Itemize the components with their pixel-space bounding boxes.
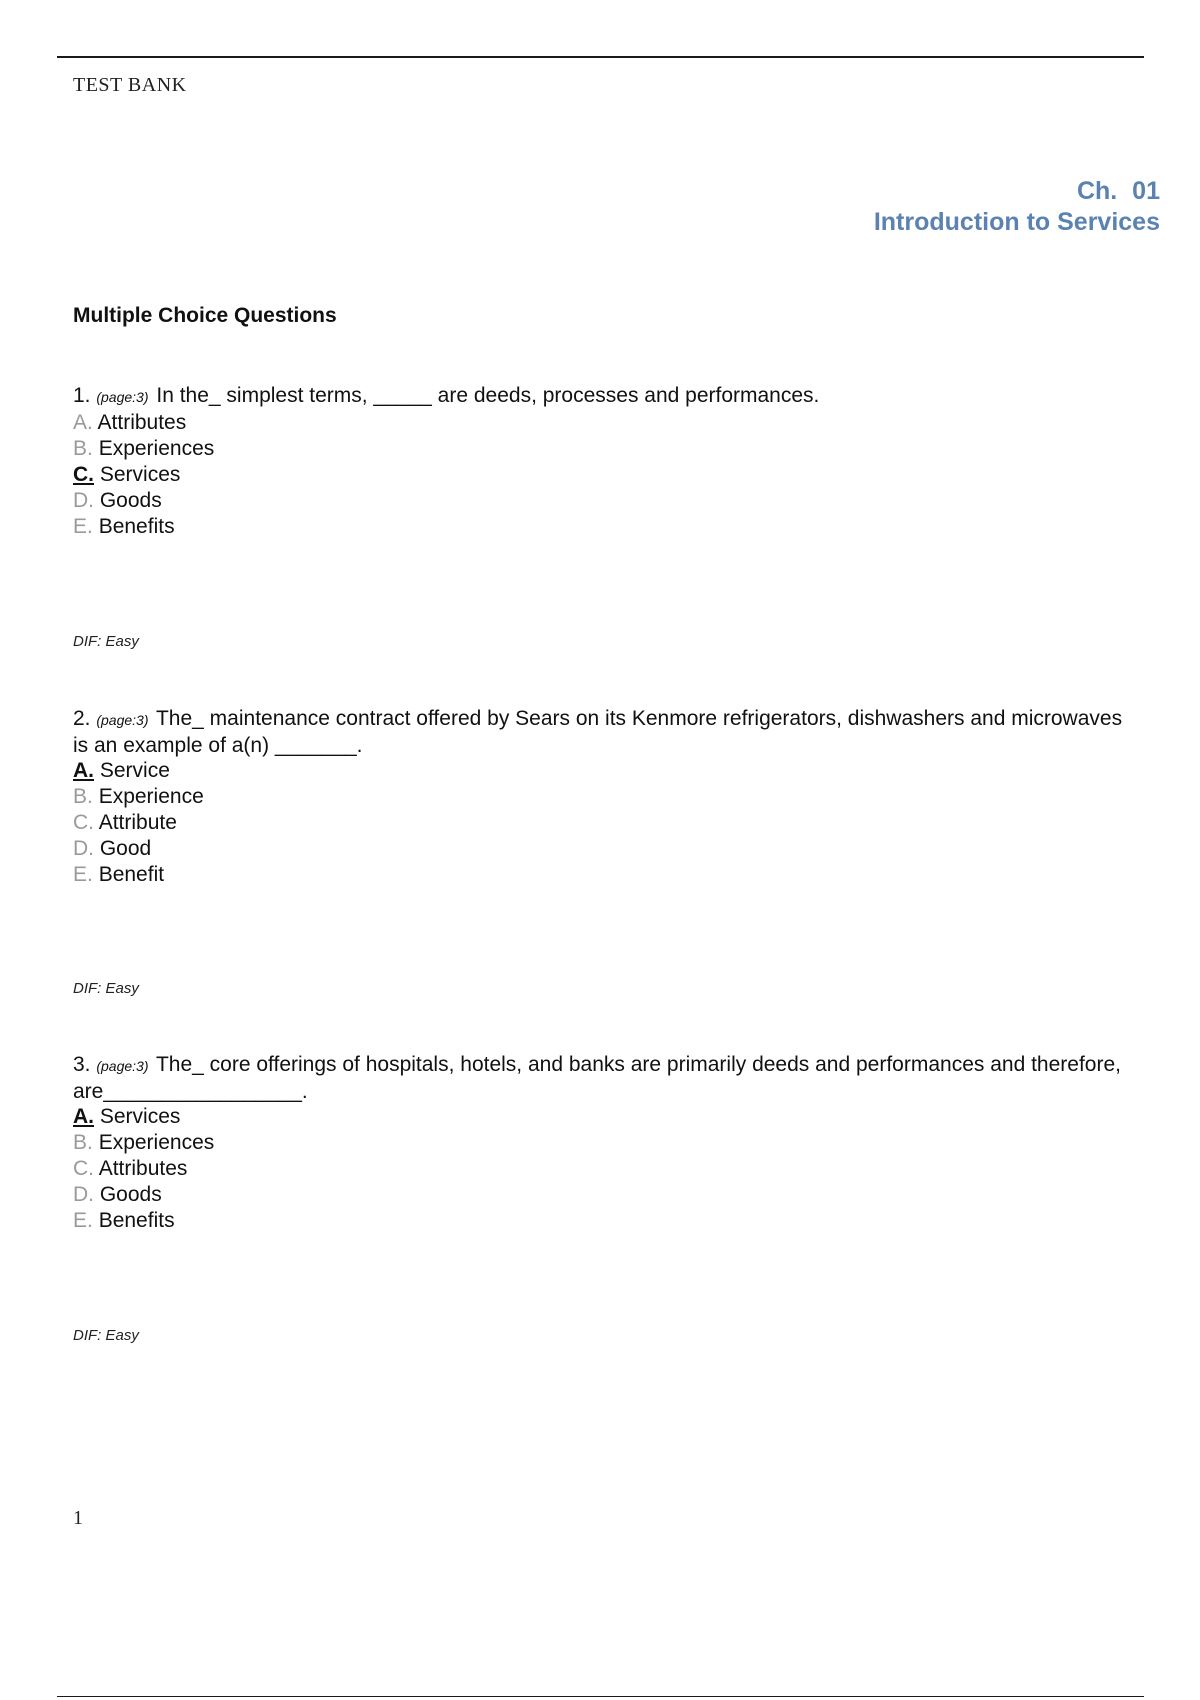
question-text: The_ maintenance contract offered by Sears on its Kenmore refrigerators, dishwashers and microwaves is an example of a(n) _______. [73, 707, 1123, 757]
option-c [73, 1156, 1133, 1182]
option-b [73, 784, 1133, 810]
option-text: Benefits [98, 515, 175, 538]
difficulty-label: DIF: Easy [73, 1327, 139, 1344]
option-e [73, 862, 1133, 888]
option-text: Goods [99, 1183, 162, 1206]
option-d [73, 488, 1133, 514]
question-2 [73, 706, 1133, 888]
question-stem [73, 1052, 1133, 1104]
option-text: Attributes [97, 411, 187, 434]
question-text: The_ core offerings of hospitals, hotels, and banks are primarily deeds and performances and therefore, are_________________. [73, 1053, 1121, 1103]
chapter-number: Ch. 01 [1076, 177, 1160, 205]
question-3 [73, 1052, 1133, 1234]
option-text: Good [99, 837, 152, 860]
option-letter: A. [73, 411, 93, 434]
chapter-title: Introduction to Services [873, 208, 1160, 236]
section-title: Multiple Choice Questions [73, 304, 337, 327]
option-text: Experience [98, 785, 204, 808]
option-letter: B. [73, 437, 93, 460]
option-letter: B. [73, 785, 93, 808]
question-stem [73, 383, 1133, 410]
difficulty-label: DIF: Easy [73, 980, 139, 997]
option-text: Experiences [98, 437, 215, 460]
option-text: Benefits [98, 1209, 175, 1232]
header-rule [57, 56, 1144, 58]
question-number: 1. [73, 384, 91, 407]
option-letter: A. [73, 1105, 94, 1128]
option-c [73, 462, 1133, 488]
option-letter: A. [73, 759, 94, 782]
option-b [73, 1130, 1133, 1156]
option-e [73, 514, 1133, 540]
header-label: TEST BANK [73, 74, 187, 96]
option-text: Attribute [98, 811, 177, 834]
option-text: Services [99, 1105, 181, 1128]
option-letter: C. [73, 811, 94, 834]
question-stem [73, 706, 1133, 758]
option-b [73, 436, 1133, 462]
option-letter: E. [73, 515, 93, 538]
page-number: 1 [73, 1507, 83, 1529]
option-letter: C. [73, 463, 94, 486]
option-text: Service [99, 759, 170, 782]
answer-options [73, 1104, 1133, 1234]
option-a [73, 1104, 1133, 1130]
option-letter: D. [73, 1183, 94, 1206]
difficulty-label: DIF: Easy [73, 633, 139, 650]
option-a [73, 758, 1133, 784]
option-text: Benefit [98, 863, 165, 886]
question-number: 3. [73, 1053, 91, 1076]
footer-rule [57, 1696, 1144, 1697]
question-1 [73, 383, 1133, 540]
option-letter: D. [73, 489, 94, 512]
option-letter: E. [73, 1209, 93, 1232]
option-letter: B. [73, 1131, 93, 1154]
option-a [73, 410, 1133, 436]
option-letter: D. [73, 837, 94, 860]
answer-options [73, 410, 1133, 540]
option-letter: E. [73, 863, 93, 886]
chapter-heading [874, 176, 1160, 238]
answer-options [73, 758, 1133, 888]
option-c [73, 810, 1133, 836]
option-text: Services [99, 463, 181, 486]
option-e [73, 1208, 1133, 1234]
page-reference: (page:3) [96, 389, 149, 405]
page-reference: (page:3) [96, 712, 149, 728]
question-text: In the_ simplest terms, _____ are deeds, processes and performances. [156, 384, 820, 407]
question-number: 2. [73, 707, 91, 730]
option-text: Experiences [98, 1131, 215, 1154]
option-text: Attributes [98, 1157, 188, 1180]
option-d [73, 1182, 1133, 1208]
option-letter: C. [73, 1157, 94, 1180]
page-reference: (page:3) [96, 1058, 149, 1074]
option-text: Goods [99, 489, 162, 512]
option-d [73, 836, 1133, 862]
